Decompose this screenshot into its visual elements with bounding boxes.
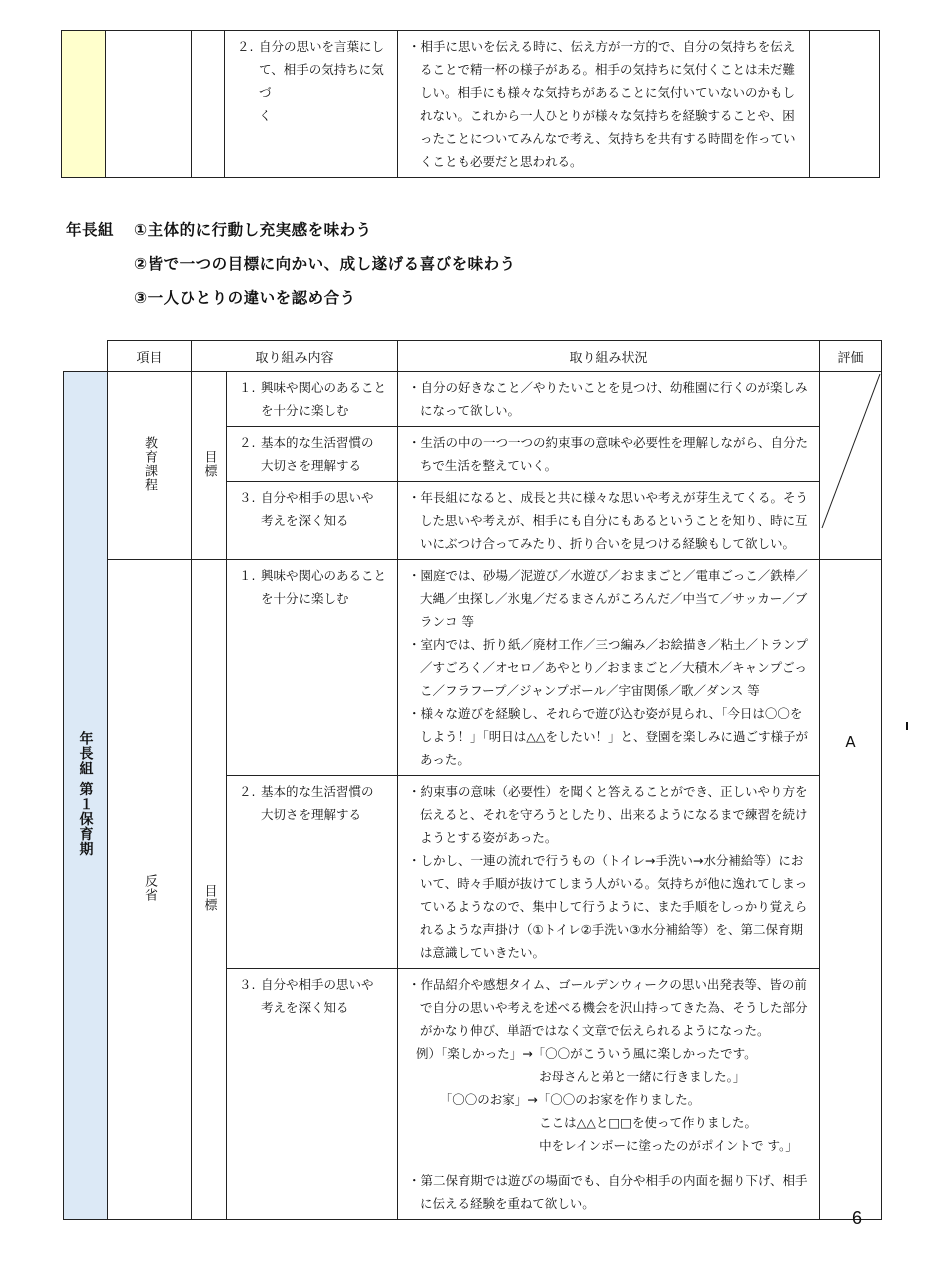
reflection-item-3 — [227, 969, 398, 1220]
item-number: ３. — [239, 490, 256, 505]
item-number: ２. — [239, 784, 256, 799]
item-text: を十分に楽しむ — [261, 591, 349, 606]
item-number: １. — [239, 568, 256, 583]
status-text: ・年長組になると、成長と共に様々な思いや考えが芽生えてくる。そうした思いや考えが、相手にも自分にもあるということを知り、時に互いにぶつけ合ってみたり、折り合いを見つける経験もして欲しい。 — [408, 490, 809, 551]
status-bullet: ・作品紹介や感想タイム、ゴールデンウィークの思い出発表等、皆の前で自分の思いや考えを述べる機会を沢山持ってきた為、そうした部分がかなり伸び、単語ではなく文章で伝えられるようになった。 — [408, 977, 808, 1038]
header-eval: 評価 — [820, 341, 882, 372]
curriculum-item-2 — [227, 427, 398, 482]
item-text: 基本的な生活習慣の — [261, 784, 374, 799]
status-bullet: ・様々な遊びを経験し、それらで遊び込む姿が見られ、「今日は〇〇をしよう！」「明日は△△をしたい！」と、登園を楽しみに過ごす様子があった。 — [408, 706, 808, 767]
goal-1: ①主体的に行動し充実感を味わう — [134, 221, 372, 239]
item-text: 考えを深く知る — [261, 513, 349, 528]
reflection-item-2 — [227, 776, 398, 969]
top-table — [61, 30, 880, 178]
status-bullet: ・園庭では、砂場／泥遊び／水遊び／おままごと／電車ごっこ／鉄棒／大縄／虫探し／氷鬼／だるまさんがころんだ／中当て／サッカー／ブランコ 等 — [408, 568, 808, 629]
reflection-label-cell — [108, 560, 192, 1220]
status-text: ・生活の中の一つ一つの約束事の意味や必要性を理解しながら、自分たちで生活を整えていく。 — [408, 435, 809, 473]
curriculum-sub-label: 目標 — [201, 449, 217, 478]
item-text: 自分の思いを言葉にし — [259, 39, 385, 54]
item-text: 自分や相手の思いや — [261, 977, 374, 992]
curriculum-status-2 — [398, 427, 820, 482]
margin-mark — [906, 722, 908, 730]
item-text: 考えを深く知る — [261, 1000, 349, 1015]
header-content: 取り組み内容 — [192, 341, 398, 372]
item-text: て、相手の気持ちに気づ — [259, 62, 384, 100]
goal-3: ③一人ひとりの違いを認め合う — [134, 289, 356, 307]
item-text: 興味や関心のあること — [261, 380, 387, 395]
reflection-status-3 — [398, 969, 820, 1220]
curriculum-label: 教育課程 — [142, 435, 157, 492]
example-line: 「〇〇のお家」→「〇〇のお家を作りました。 — [408, 1092, 701, 1107]
period-cell — [64, 372, 108, 1220]
curriculum-item-1 — [227, 372, 398, 427]
content-cell — [225, 31, 398, 178]
reflection-label: 反省 — [142, 873, 157, 902]
curriculum-status-1 — [398, 372, 820, 427]
period-color-cell — [62, 31, 106, 178]
evaluation-grade: A — [845, 732, 856, 751]
curriculum-sub-cell — [192, 372, 227, 560]
item-text: 自分や相手の思いや — [261, 490, 374, 505]
item-text: 基本的な生活習慣の — [261, 435, 374, 450]
eval-cell — [810, 31, 880, 178]
header-status: 取り組み状況 — [398, 341, 820, 372]
page-number: 6 — [852, 1208, 863, 1228]
status-text: ・相手に思いを伝える時に、伝え方が一方的で、自分の気持ちを伝えることで精一杯の様子がある。相手の気持ちに気付くことは未だ難しい。相手にも様々な気持ちがあることに気付いていないのかもしれない。これから一人ひとりが様々な気持ちを経験することや、困ったことについてみんなで考え、気持ちを共有する時間を作っていくことも必要だと思われる。 — [408, 39, 796, 169]
item-number: １. — [239, 380, 256, 395]
curriculum-status-3 — [398, 482, 820, 560]
reflection-status-1 — [398, 560, 820, 776]
reflection-sub-cell — [192, 560, 227, 1220]
status-text: ・自分の好きなこと／やりたいことを見つけ、幼稚園に行くのが楽しみになって欲しい。 — [408, 380, 808, 418]
reflection-sub-label: 目標 — [201, 883, 217, 912]
item-text: を十分に楽しむ — [261, 403, 349, 418]
diagonal-slash — [820, 372, 882, 530]
curriculum-eval-cell — [820, 372, 882, 560]
item-number: ３. — [239, 977, 256, 992]
header-blank — [64, 341, 108, 372]
item-number: ２. — [239, 435, 256, 450]
reflection-status-2 — [398, 776, 820, 969]
item-number: ２. — [237, 39, 254, 54]
goal-2: ②皆で一つの目標に向かい、成し遂げる喜びを味わう — [134, 255, 516, 273]
status-bullet: ・室内では、折り紙／廃材工作／三つ編み／お絵描き／粘土／トランプ／すごろく／オセロ／あやとり／おままごと／大積木／キャンプごっこ／フラフープ／ジャンプボール／宇宙関係／歌／ダンス 等 — [408, 637, 809, 698]
curriculum-item-3 — [227, 482, 398, 560]
period-label: 年長組 第１保育期 — [77, 730, 94, 857]
status-bullet: ・第二保育期では遊びの場面でも、自分や相手の内面を掘り下げ、相手に伝える経験を重ねて欲しい。 — [408, 1173, 808, 1211]
sub-cell — [192, 31, 225, 178]
item-text: 大切さを理解する — [261, 458, 362, 473]
example-line: お母さんと弟と一緒に行きました。」 — [408, 1069, 746, 1084]
item-text: く — [259, 108, 272, 123]
curriculum-label-cell — [108, 372, 192, 560]
item-cell — [106, 31, 192, 178]
example-line: 例）「楽しかった」→「〇〇がこういう風に楽しかったです。 — [408, 1046, 757, 1061]
group-label: 年長組 — [66, 221, 115, 239]
status-cell — [398, 31, 810, 178]
item-text: 興味や関心のあること — [261, 568, 387, 583]
status-bullet: ・約束事の意味（必要性）を聞くと答えることができ、正しいやり方を伝えると、それを守ろうとしたり、出来るようになるまで練習を続けようとする姿があった。 — [408, 784, 808, 845]
item-text: 大切さを理解する — [261, 807, 362, 822]
reflection-eval-cell — [820, 560, 882, 1220]
reflection-item-1 — [227, 560, 398, 776]
header-item: 項目 — [108, 341, 192, 372]
example-line: 中をレインボーに塗ったのがポイントで す。」 — [408, 1138, 798, 1153]
status-bullet: ・しかし、一連の流れで行うもの（トイレ→手洗い→水分補給等）において、時々手順が抜けてしまう人がいる。気持ちが他に逸れてしまっているようなので、集中して行うように、また手順をしっかり覚えられるような声掛け（①トイレ②手洗い③水分補給等）を、第二保育期は意識していきたい。 — [408, 853, 808, 960]
main-table — [63, 340, 882, 1220]
example-line: ここは△△と□□を使って作りました。 — [408, 1115, 757, 1130]
